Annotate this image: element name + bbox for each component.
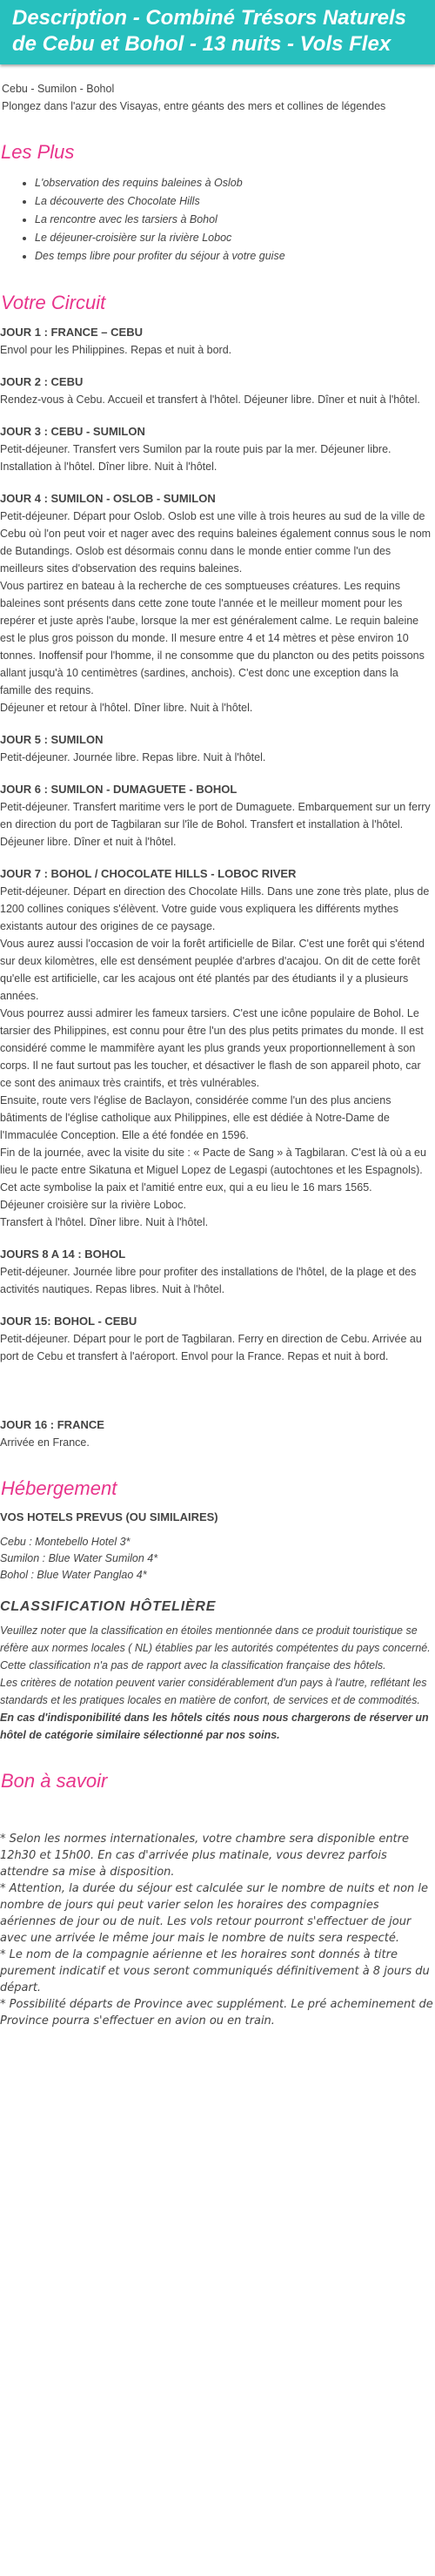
- day-block: [0, 1314, 435, 1365]
- day-block: [0, 424, 435, 475]
- hotels-subheading: VOS HOTELS PREVUS (OU SIMILAIRES): [0, 1510, 218, 1523]
- highlight-item: • Le déjeuner-croisière sur la rivière Loboc: [35, 229, 435, 247]
- highlight-item: • La rencontre avec les tarsiers à Bohol: [35, 211, 435, 229]
- day-title: JOUR 5 : SUMILON: [0, 733, 104, 746]
- highlight-item: • Des temps libre pour profiter du séjour à votre guise: [35, 247, 435, 266]
- day-text: Vous pourrez aussi admirer les fameux tarsiers. C'est une icône populaire de Bohol. Le tarsier des Philippines, est connu pour être l'un des plus petits primates du monde. Il est considéré comme le mammifère ayant les plus grands yeux proportionnellement à son corps. Il ne faut surtout pas les toucher, et désactiver le flash de son appareil photo, car ce sont des animaux très craintifs, et très vulnérables.: [0, 1007, 424, 1089]
- bon-a-savoir-text: * Le nom de la compagnie aérienne et les horaires sont donnés à titre purement indicatif et vous seront communiqués définitivement à 8 jours du départ.: [0, 1948, 430, 1994]
- day-text: Arrivée en France.: [0, 1436, 90, 1449]
- highlights-heading: Les Plus: [1, 141, 75, 163]
- day-text: Petit-déjeuner. Départ pour le port de Tagbilaran. Ferry en direction de Cebu. Arrivée au port de Cebu et transfert à l'aéroport. Envol pour la France. Repas et nuit à bord.: [0, 1333, 422, 1362]
- highlight-item: • La découverte des Chocolate Hills: [35, 192, 435, 211]
- classification-heading: CLASSIFICATION HÔTELIÈRE: [0, 1599, 217, 1614]
- classification-body: [0, 1622, 435, 1744]
- bon-a-savoir-text: * Attention, la durée du séjour est calculée sur le nombre de nuits et non le nombre de jours qui peut varier selon les horaires des compagnies aériennes de jour ou de nuit. Les vols retour pourront s'effectuer de jour avec une arrivée le même jour mais le nombre de nuits sera respecté.: [0, 1882, 429, 1945]
- spacer: [0, 1381, 435, 1417]
- route-text: Cebu - Sumilon - Bohol: [2, 83, 115, 95]
- day-text: Envol pour les Philippines. Repas et nuit à bord.: [0, 344, 232, 356]
- day-title: JOUR 3 : CEBU - SUMILON: [0, 425, 145, 438]
- classification-text: Veuillez noter que la classification en étoiles mentionnée dans ce produit touristique se réfère aux normes locales ( NL) établies par les autorités compétentes du pays concerné.: [0, 1624, 431, 1654]
- day-text: Petit-déjeuner. Journée libre. Repas libre. Nuit à l'hôtel.: [0, 751, 266, 763]
- day-text: Rendez-vous à Cebu. Accueil et transfert à l'hôtel. Déjeuner libre. Dîner et nuit à l'hôtel.: [0, 393, 420, 406]
- classification-emphasis: En cas d'indisponibilité dans les hôtels cités nous nous chargerons de réserver un hôtel de catégorie similaire sélectionné par nos soins.: [0, 1712, 429, 1741]
- day-text: Petit-déjeuner. Transfert maritime vers le port de Dumaguete. Embarquement sur un ferry en direction du port de Tagbilaran sur l'île de Bohol. Transfert et installation à l'hôtel. Déjeuner libre. Dîner et nuit à l'hôtel.: [0, 801, 431, 848]
- day-block: [0, 325, 435, 359]
- hotel-line: Sumilon : Blue Water Sumilon 4*: [0, 1552, 158, 1564]
- classification-text: Cette classification n'a pas de rapport avec la classification française des hôtels.: [0, 1659, 386, 1671]
- day-title: JOUR 7 : BOHOL / CHOCOLATE HILLS - LOBOC RIVER: [0, 867, 297, 880]
- day-title: JOUR 6 : SUMILON - DUMAGUETE - BOHOL: [0, 783, 238, 796]
- day-text: Ensuite, route vers l'église de Baclayon, considérée comme l'un des plus anciens bâtiments de l'église catholique aux Philippines, elle est dédiée à Notre-Dame de l'Immaculée Conception. Elle a été fondée en 1596.: [0, 1094, 392, 1141]
- day-text: Petit-déjeuner. Journée libre pour profiter des installations de l'hôtel, de la plage et des activités nautiques. Repas libres. Nuit à l'hôtel.: [0, 1266, 417, 1295]
- day-block: [0, 866, 435, 1231]
- bon-a-savoir-text: * Selon les normes internationales, votre chambre sera disponible entre 12h30 et 15h00. En cas d'arrivée plus matinale, vous devrez parfois attendre sa mise à disposition.: [0, 1833, 409, 1879]
- hotel-line: Bohol : Blue Water Panglao 4*: [0, 1569, 147, 1581]
- bon-a-savoir-heading: Bon à savoir: [1, 1770, 108, 1792]
- day-text: Transfert à l'hôtel. Dîner libre. Nuit à l'hôtel.: [0, 1216, 209, 1228]
- day-text: Déjeuner et retour à l'hôtel. Dîner libre. Nuit à l'hôtel.: [0, 702, 253, 714]
- day-text: Vous partirez en bateau à la recherche de ces somptueuses créatures. Les requins baleines sont présents dans cette zone toute l'année et le meilleur moment pour les repérer et juste après l'aube, lorsque la mer est généralement calme. Le requin baleine est le plus gros poisson du monde. Il mesure entre 4 et 14 mètres et pèse environ 10 tonnes. Inoffensif pour l'homme, il ne consomme que du plancton ou des petits poissons allant jusqu'à 10 centimètres (sardines, anchois). C'est donc une exception dans la famille des requins.: [0, 580, 425, 696]
- highlights-list: [0, 174, 435, 266]
- day-block: [0, 1247, 435, 1298]
- day-text: Petit-déjeuner. Départ en direction des Chocolate Hills. Dans une zone très plate, plus de 1200 collines coniques s'élèvent. Votre guide vous expliquera les différents mythes existants autour des origines de ce paysage.: [0, 885, 430, 932]
- day-block: [0, 1417, 435, 1451]
- day-title: JOUR 4 : SUMILON - OSLOB - SUMILON: [0, 492, 216, 505]
- day-text: Déjeuner croisière sur la rivière Loboc.: [0, 1199, 186, 1211]
- bon-a-savoir-body: [0, 1831, 435, 2029]
- day-title: JOUR 15: BOHOL - CEBU: [0, 1315, 137, 1328]
- day-block: [0, 491, 435, 716]
- day-text: Vous aurez aussi l'occasion de voir la forêt artificielle de Bilar. C'est une forêt qui s'étend sur deux kilomètres, elle est densément peuplée d'arbres d'acajou. On dit de cette forêt qu'elle est artificielle, car les acajous ont été plantés par des étudiants il y a plusieurs années.: [0, 938, 425, 1002]
- day-block: [0, 732, 435, 766]
- day-text: Fin de la journée, avec la visite du site : « Pacte de Sang » à Tagbilaran. C'est là où a eu lieu le pacte entre Sikatuna et Miguel Lopez de Legaspi (autochtones et les Espagnols). Cet acte symbolise la paix et l'amitié entre eux, qui a eu lieu le 16 mars 1565.: [0, 1147, 426, 1194]
- day-block: [0, 374, 435, 408]
- hebergement-heading: Hébergement: [1, 1477, 117, 1499]
- day-title: JOUR 16 : FRANCE: [0, 1418, 104, 1431]
- day-title: JOUR 2 : CEBU: [0, 375, 84, 388]
- classification-text: Les critères de notation peuvent varier considérablement d'un pays à l'autre, reflétant les standards et les pratiques locales en matière de confort, de services et de commodités.: [0, 1677, 427, 1706]
- day-title: JOUR 1 : FRANCE – CEBU: [0, 326, 143, 339]
- hotel-line: Cebu : Montebello Hotel 3*: [0, 1536, 130, 1548]
- highlight-item: • L'observation des requins baleines à Oslob: [35, 174, 435, 192]
- tagline-text: Plongez dans l'azur des Visayas, entre géants des mers et collines de légendes: [2, 100, 386, 112]
- day-block: [0, 782, 435, 851]
- page-title: Description - Combiné Trésors Naturels de Cebu et Bohol - 13 nuits - Vols Flex: [12, 6, 406, 56]
- day-text: Petit-déjeuner. Départ pour Oslob. Oslob est une ville à trois heures au sud de la ville de Cebu où l'on peut voir et nager avec des requins baleines également connus sous le nom de Butandings. Oslob est désormais connu dans le monde entier comme l'un des meilleurs sites d'observation des requins baleines.: [0, 510, 432, 575]
- day-title: JOURS 8 A 14 : BOHOL: [0, 1248, 126, 1261]
- day-text: Petit-déjeuner. Transfert vers Sumilon par la route puis par la mer. Déjeuner libre. Installation à l'hôtel. Dîner libre. Nuit à l'hôtel.: [0, 443, 392, 473]
- bon-a-savoir-text: * Possibilité départs de Province avec supplément. Le pré acheminement de Province pourra s'effectuer en avion ou en train.: [0, 1998, 433, 2028]
- intro: [0, 80, 435, 115]
- page-title-banner: [0, 0, 435, 64]
- circuit-heading: Votre Circuit: [1, 292, 106, 313]
